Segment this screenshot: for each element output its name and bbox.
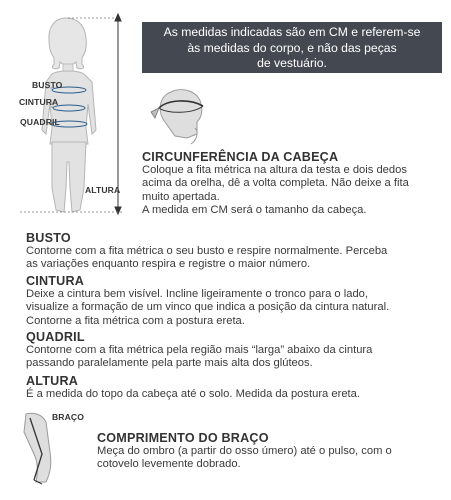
text-line: muito apertada. (142, 190, 220, 203)
quadril-title: QUADRIL (26, 330, 85, 344)
figure-label-quadril: QUADRIL (20, 117, 60, 127)
cintura-title: CINTURA (26, 274, 85, 288)
text-line: Coloque a fita métrica na altura da testa e dois dedos (142, 164, 407, 176)
arm-label: BRAÇO (52, 412, 85, 422)
note-line: de vestuário. (257, 56, 327, 70)
figure-head (49, 18, 86, 69)
note-line: As medidas indicadas são em CM e referem-se (163, 25, 421, 39)
text-line: acima da orelha, dê a volta completa. Não deixe a fita (142, 177, 409, 190)
text-line: A medida em CM será o tamanho da cabeça. (142, 203, 367, 216)
arm-section-title: COMPRIMENTO DO BRAÇO (97, 431, 269, 445)
cintura-text (26, 288, 389, 328)
text-line: Contorne a fita métrica com a postura ereta. (26, 314, 245, 327)
busto-title: BUSTO (26, 231, 71, 245)
text-line: visualize a formação de um vinco que indica a posição da cintura natural. (26, 301, 390, 314)
note-line: às medidas do corpo, e não das peças (187, 40, 397, 55)
head-section-text (142, 164, 409, 217)
arm-section-text (97, 445, 392, 472)
figure-label-cintura: CINTURA (19, 97, 59, 107)
text-line: cotovelo levemente dobrado. (97, 458, 241, 471)
text-line: passando paralelamente pela parte mais alta dos glúteos. (26, 357, 313, 370)
figure-label-altura: ALTURA (85, 185, 121, 195)
text-line: É a medida do topo da cabeça até o solo. Medida da postura ereta. (26, 388, 360, 400)
figure-legs (52, 142, 86, 212)
text-line: Meça do ombro (a partir do osso úmero) até o pulso, com o (97, 445, 392, 457)
text-line: Contorne com a fita métrica pela região mais “larga” abaixo da cintura (26, 344, 373, 356)
measurement-note (142, 22, 442, 73)
head-section-title: CIRCUNFERÊNCIA DA CABEÇA (142, 150, 339, 164)
height-arrow (115, 14, 121, 214)
quadril-text (26, 344, 372, 371)
text-line: Contorne com a fita métrica o seu busto e respire normalmente. Perceba (26, 245, 388, 257)
altura-title: ALTURA (26, 374, 79, 388)
head-measure-illustration (145, 82, 215, 150)
busto-text (26, 245, 387, 272)
altura-text (26, 388, 360, 401)
text-line: Deixe a cintura bem visível. Incline ligeiramente o tronco para o lado, (26, 288, 369, 300)
figure-label-busto: BUSTO (32, 80, 63, 90)
text-line: as variações enquanto respira e registre o maior número. (26, 258, 311, 271)
